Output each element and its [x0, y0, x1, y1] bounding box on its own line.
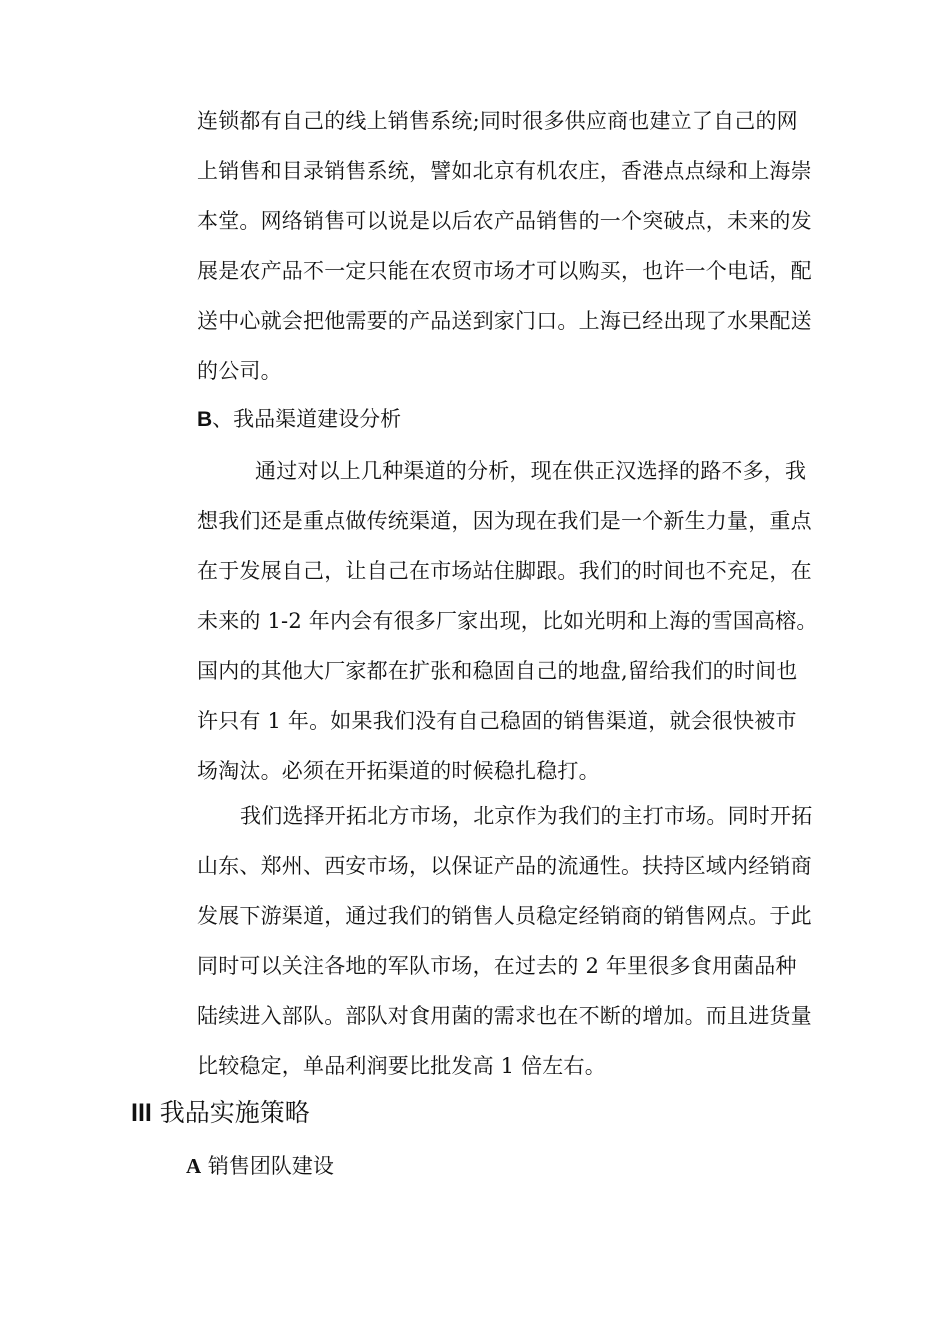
section-heading-iii — [131, 1096, 310, 1130]
text-line: 国内的其他大厂家都在扩张和稳固自己的地盘,留给我们的时间也 — [197, 659, 798, 683]
heading-text: 我品实施策略 — [151, 1098, 310, 1127]
text-line: 的公司。 — [197, 359, 282, 383]
text-line: 送中心就会把他需要的产品送到家门口。上海已经出现了水果配送 — [197, 309, 812, 333]
heading-marker: B — [197, 408, 213, 431]
text-line: 展是农产品不一定只能在农贸市场才可以购买，也许一个电话，配 — [197, 259, 812, 283]
text-line: 山东、郑州、西安市场，以保证产品的流通性。扶持区域内经销商 — [197, 854, 812, 878]
text-line: 想我们还是重点做传统渠道，因为现在我们是一个新生力量，重点 — [197, 509, 812, 533]
text-line: 本堂。网络销售可以说是以后农产品销售的一个突破点，未来的发 — [197, 209, 812, 233]
text-line: 通过对以上几种渠道的分析，现在供正汉选择的路不多，我 — [255, 459, 807, 483]
text-line: 许只有 1 年。如果我们没有自己稳固的销售渠道，就会很快被市 — [197, 709, 797, 733]
text-line: 在于发展自己，让自己在市场站住脚跟。我们的时间也不充足，在 — [197, 559, 812, 583]
section-heading-a — [186, 1151, 334, 1181]
text-line: 未来的 1-2 年内会有很多厂家出现，比如光明和上海的雪国高榕。 — [197, 609, 818, 633]
text-line: 比较稳定，单品利润要比批发高 1 倍左右。 — [197, 1054, 606, 1078]
text-line: 发展下游渠道，通过我们的销售人员稳定经销商的销售网点。于此 — [197, 904, 812, 928]
text-line: 上销售和目录销售系统，譬如北京有机农庄，香港点点绿和上海崇 — [197, 159, 812, 183]
text-line: 连锁都有自己的线上销售系统;同时很多供应商也建立了自己的网 — [197, 109, 798, 133]
heading-text: 销售团队建设 — [201, 1154, 334, 1178]
section-heading-b — [197, 404, 401, 435]
heading-marker: A — [186, 1154, 202, 1178]
heading-text: 、我品渠道建设分析 — [212, 407, 402, 431]
text-line: 场淘汰。必须在开拓渠道的时候稳扎稳打。 — [197, 759, 600, 783]
text-line: 陆续进入部队。部队对食用菌的需求也在不断的增加。而且进货量 — [197, 1004, 812, 1028]
text-line: 我们选择开拓北方市场，北京作为我们的主打市场。同时开拓 — [240, 804, 813, 828]
heading-marker: III — [131, 1099, 152, 1127]
text-line: 同时可以关注各地的军队市场，在过去的 2 年里很多食用菌品种 — [197, 954, 797, 978]
